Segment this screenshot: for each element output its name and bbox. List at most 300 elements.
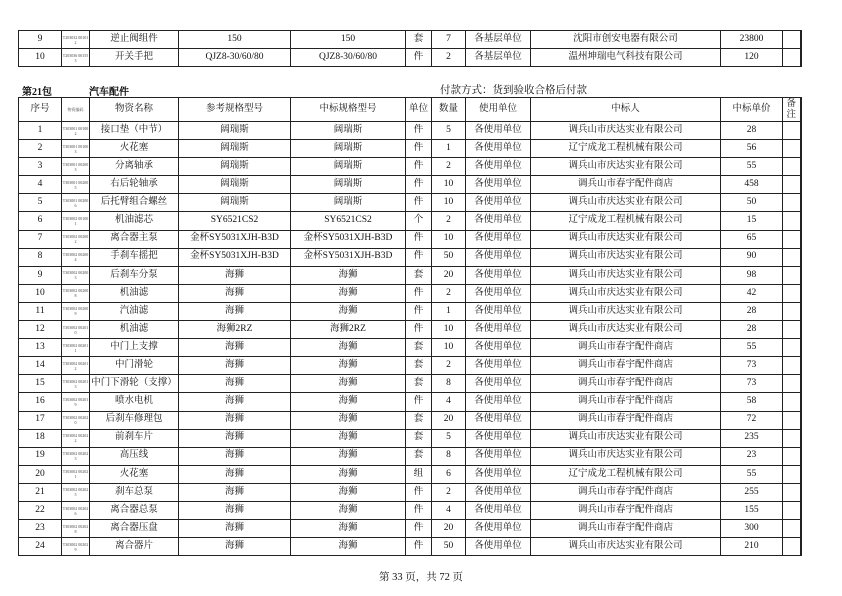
cell-note — [783, 158, 801, 176]
header-win-spec: 中标规格型号 — [291, 98, 406, 122]
cell-note — [783, 212, 801, 230]
cell-win: 海狮 — [291, 429, 406, 447]
cell-note — [783, 411, 801, 429]
cell-no: 9 — [19, 266, 62, 284]
cell-use: 各使用单位 — [466, 230, 531, 248]
cell-name: 汽油滤 — [90, 302, 179, 320]
cell-no: 9 — [19, 31, 62, 49]
cell-name: 离合器总泵 — [90, 501, 179, 519]
cell-no: 7 — [19, 230, 62, 248]
cell-win: 海狮 — [291, 483, 406, 501]
cell-code: T303002 002013 — [62, 375, 90, 393]
cell-unit: 件 — [406, 49, 432, 67]
cell-price: 90 — [721, 248, 783, 266]
cell-name: 中门下滑轮（支撑） — [90, 375, 179, 393]
cell-price: 42 — [721, 284, 783, 302]
cell-win: 海狮 — [291, 302, 406, 320]
cell-qty: 50 — [432, 248, 466, 266]
cell-vendor: 调兵山市春宇配件商店 — [531, 520, 721, 538]
table-row — [19, 266, 801, 284]
cell-price: 73 — [721, 357, 783, 375]
cell-use: 各使用单位 — [466, 375, 531, 393]
cell-unit: 件 — [406, 501, 432, 519]
cell-name: 火花塞 — [90, 140, 179, 158]
cell-note — [783, 465, 801, 483]
cell-vendor: 调兵山市庆达实业有限公司 — [531, 447, 721, 465]
cell-ref: 阔瑞斯 — [179, 122, 291, 140]
cell-name: 机油滤 — [90, 321, 179, 339]
cell-note — [783, 501, 801, 519]
header-name: 物资名称 — [90, 98, 179, 122]
cell-win: 阔瑞斯 — [291, 140, 406, 158]
cell-no: 6 — [19, 212, 62, 230]
cell-win: 金杯SY5031XJH-B3D — [291, 248, 406, 266]
cell-use: 各使用单位 — [466, 483, 531, 501]
cell-use: 各使用单位 — [466, 339, 531, 357]
cell-name: 前刹车片 — [90, 429, 179, 447]
cell-qty: 1 — [432, 302, 466, 320]
cell-name: 右后轮轴承 — [90, 176, 179, 194]
cell-code: T303002 002020 — [62, 411, 90, 429]
table-row — [19, 411, 801, 429]
cell-qty: 2 — [432, 158, 466, 176]
cell-note — [783, 194, 801, 212]
cell-qty: 10 — [432, 176, 466, 194]
cell-code: T303002 002011 — [62, 339, 90, 357]
cell-ref: QJZ8-30/60/80 — [179, 49, 291, 67]
cell-vendor: 调兵山市庆达实业有限公司 — [531, 194, 721, 212]
cell-win: 150 — [291, 31, 406, 49]
cell-vendor: 调兵山市庆达实业有限公司 — [531, 302, 721, 320]
cell-code: T303002 002019 — [62, 393, 90, 411]
cell-win: 海狮2RZ — [291, 321, 406, 339]
table-row — [19, 339, 801, 357]
cell-code: T303002 002028 — [62, 520, 90, 538]
table-row — [19, 302, 801, 320]
cell-name: 中门滑轮 — [90, 357, 179, 375]
cell-code: T303002 001001 — [62, 212, 90, 230]
cell-ref: 海狮 — [179, 411, 291, 429]
cell-qty: 10 — [432, 321, 466, 339]
cell-use: 各使用单位 — [466, 447, 531, 465]
cell-win: 海狮 — [291, 357, 406, 375]
header-price: 中标单价 — [721, 98, 783, 122]
cell-win: 金杯SY5031XJH-B3D — [291, 230, 406, 248]
cell-no: 18 — [19, 429, 62, 447]
cell-note — [783, 284, 801, 302]
cell-name: 离合器压盘 — [90, 520, 179, 538]
table-row — [19, 212, 801, 230]
cell-vendor: 调兵山市春宇配件商店 — [531, 357, 721, 375]
cell-qty: 5 — [432, 122, 466, 140]
cell-unit: 件 — [406, 230, 432, 248]
cell-no: 5 — [19, 194, 62, 212]
cell-ref: 海狮 — [179, 465, 291, 483]
cell-qty: 8 — [432, 447, 466, 465]
cell-no: 1 — [19, 122, 62, 140]
header-note: 备注 — [783, 98, 801, 122]
table-row — [19, 375, 801, 393]
cell-vendor: 调兵山市春宇配件商店 — [531, 483, 721, 501]
cell-use: 各使用单位 — [466, 194, 531, 212]
cell-use: 各使用单位 — [466, 465, 531, 483]
cell-qty: 4 — [432, 393, 466, 411]
cell-name: 喷水电机 — [90, 393, 179, 411]
cell-use: 各使用单位 — [466, 266, 531, 284]
cell-code: T203036 001553 — [62, 49, 90, 67]
cell-vendor: 调兵山市春宇配件商店 — [531, 393, 721, 411]
cell-vendor: 温州坤瑞电气科技有限公司 — [531, 49, 721, 67]
cell-ref: 海狮 — [179, 538, 291, 556]
cell-price: 23 — [721, 447, 783, 465]
cell-name: 离合器片 — [90, 538, 179, 556]
package-name: 汽车配件 — [89, 87, 129, 98]
table-row — [19, 483, 801, 501]
cell-qty: 20 — [432, 266, 466, 284]
cell-qty: 2 — [432, 357, 466, 375]
table-row — [19, 194, 801, 212]
cell-unit: 套 — [406, 411, 432, 429]
cell-ref: 阔瑞斯 — [179, 194, 291, 212]
cell-name: 后刹车修理包 — [90, 411, 179, 429]
cell-code: T303001 002003 — [62, 158, 90, 176]
cell-note — [783, 339, 801, 357]
cell-use: 各使用单位 — [466, 393, 531, 411]
page-footer: 第 33 页，共 72 页 — [379, 572, 463, 583]
cell-no: 14 — [19, 357, 62, 375]
cell-win: 阔瑞斯 — [291, 194, 406, 212]
cell-note — [783, 483, 801, 501]
cell-use: 各使用单位 — [466, 140, 531, 158]
cell-price: 50 — [721, 194, 783, 212]
cell-win: 海狮 — [291, 520, 406, 538]
cell-no: 20 — [19, 465, 62, 483]
cell-qty: 2 — [432, 212, 466, 230]
cell-win: 阔瑞斯 — [291, 158, 406, 176]
cell-use: 各使用单位 — [466, 501, 531, 519]
package-21-table — [18, 97, 802, 556]
cell-use: 各使用单位 — [466, 429, 531, 447]
cell-ref: 海狮 — [179, 520, 291, 538]
cell-unit: 件 — [406, 122, 432, 140]
cell-name: 离合器主泵 — [90, 230, 179, 248]
cell-unit: 件 — [406, 520, 432, 538]
cell-price: 58 — [721, 393, 783, 411]
cell-note — [783, 140, 801, 158]
cell-unit: 件 — [406, 194, 432, 212]
cell-price: 28 — [721, 302, 783, 320]
cell-note — [783, 302, 801, 320]
cell-note — [783, 393, 801, 411]
cell-name: 刹车总泵 — [90, 483, 179, 501]
cell-vendor: 调兵山市庆达实业有限公司 — [531, 321, 721, 339]
table-row — [19, 140, 801, 158]
cell-vendor: 调兵山市春宇配件商店 — [531, 375, 721, 393]
cell-unit: 件 — [406, 248, 432, 266]
cell-name: 接口垫（中节） — [90, 122, 179, 140]
payment-terms: 付款方式：货到验收合格后付款 — [440, 85, 587, 96]
cell-use: 各基层单位 — [466, 49, 531, 67]
cell-vendor: 调兵山市庆达实业有限公司 — [531, 284, 721, 302]
cell-unit: 套 — [406, 339, 432, 357]
cell-no: 2 — [19, 140, 62, 158]
cell-code: T303001 001002 — [62, 122, 90, 140]
cell-unit: 套 — [406, 266, 432, 284]
cell-ref: 阔瑞斯 — [179, 140, 291, 158]
cell-unit: 件 — [406, 302, 432, 320]
cell-no: 10 — [19, 284, 62, 302]
cell-unit: 套 — [406, 429, 432, 447]
table-row — [19, 501, 801, 519]
cell-no: 16 — [19, 393, 62, 411]
table-row — [19, 122, 801, 140]
cell-qty: 20 — [432, 520, 466, 538]
cell-vendor: 辽宁成龙工程机械有限公司 — [531, 465, 721, 483]
cell-win: 海狮 — [291, 393, 406, 411]
cell-ref: 海狮 — [179, 429, 291, 447]
cell-win: 海狮 — [291, 538, 406, 556]
cell-unit: 件 — [406, 393, 432, 411]
cell-win: QJZ8-30/60/80 — [291, 49, 406, 67]
cell-vendor: 辽宁成龙工程机械有限公司 — [531, 212, 721, 230]
table-row — [19, 429, 801, 447]
header-vendor: 中标人 — [531, 98, 721, 122]
cell-win: 海狮 — [291, 339, 406, 357]
cell-vendor: 调兵山市春宇配件商店 — [531, 176, 721, 194]
cell-note — [783, 176, 801, 194]
table-header-row — [19, 98, 801, 122]
cell-use: 各使用单位 — [466, 538, 531, 556]
cell-ref: 海狮 — [179, 302, 291, 320]
cell-no: 23 — [19, 520, 62, 538]
table-row — [19, 248, 801, 266]
cell-code: T303002 002012 — [62, 357, 90, 375]
cell-no: 3 — [19, 158, 62, 176]
cell-vendor: 调兵山市庆达实业有限公司 — [531, 429, 721, 447]
cell-name: 开关手把 — [90, 49, 179, 67]
table-row — [19, 158, 801, 176]
cell-price: 65 — [721, 230, 783, 248]
cell-price: 55 — [721, 339, 783, 357]
cell-price: 55 — [721, 158, 783, 176]
header-qty: 数量 — [432, 98, 466, 122]
cell-price: 28 — [721, 321, 783, 339]
cell-use: 各使用单位 — [466, 284, 531, 302]
cell-qty: 4 — [432, 501, 466, 519]
cell-code: T303002 002026 — [62, 501, 90, 519]
cell-use: 各使用单位 — [466, 212, 531, 230]
cell-no: 21 — [19, 483, 62, 501]
cell-vendor: 调兵山市庆达实业有限公司 — [531, 538, 721, 556]
cell-price: 55 — [721, 465, 783, 483]
cell-unit: 套 — [406, 31, 432, 49]
cell-code: T303002 002004 — [62, 248, 90, 266]
cell-ref: 海狮 — [179, 483, 291, 501]
table-row — [19, 31, 801, 49]
cell-win: 海狮 — [291, 284, 406, 302]
cell-use: 各使用单位 — [466, 411, 531, 429]
cell-note — [783, 248, 801, 266]
cell-ref: 阔瑞斯 — [179, 158, 291, 176]
cell-code: T303002 002025 — [62, 483, 90, 501]
cell-ref: SY6521CS2 — [179, 212, 291, 230]
header-no: 序号 — [19, 98, 62, 122]
cell-price: 98 — [721, 266, 783, 284]
cell-code: T203032 001012 — [62, 31, 90, 49]
cell-note — [783, 447, 801, 465]
cell-price: 23800 — [721, 31, 783, 49]
cell-win: 海狮 — [291, 501, 406, 519]
cell-name: 后刹车分泵 — [90, 266, 179, 284]
cell-no: 22 — [19, 501, 62, 519]
cell-no: 11 — [19, 302, 62, 320]
cell-ref: 海狮 — [179, 284, 291, 302]
cell-use: 各使用单位 — [466, 248, 531, 266]
cell-no: 8 — [19, 248, 62, 266]
cell-name: 火花塞 — [90, 465, 179, 483]
cell-ref: 海狮2RZ — [179, 321, 291, 339]
previous-package-table — [18, 30, 802, 67]
cell-use: 各使用单位 — [466, 158, 531, 176]
cell-no: 10 — [19, 49, 62, 67]
cell-note — [783, 230, 801, 248]
cell-no: 17 — [19, 411, 62, 429]
cell-price: 235 — [721, 429, 783, 447]
cell-vendor: 调兵山市庆达实业有限公司 — [531, 122, 721, 140]
cell-unit: 件 — [406, 321, 432, 339]
cell-ref: 150 — [179, 31, 291, 49]
cell-note — [783, 122, 801, 140]
cell-name: 中门上支撑 — [90, 339, 179, 357]
cell-win: 海狮 — [291, 266, 406, 284]
cell-unit: 件 — [406, 538, 432, 556]
cell-qty: 2 — [432, 284, 466, 302]
cell-unit: 件 — [406, 176, 432, 194]
cell-name: 手刹车摇把 — [90, 248, 179, 266]
cell-qty: 6 — [432, 465, 466, 483]
cell-use: 各使用单位 — [466, 302, 531, 320]
cell-note — [783, 520, 801, 538]
cell-win: 海狮 — [291, 447, 406, 465]
cell-qty: 7 — [432, 31, 466, 49]
cell-qty: 2 — [432, 49, 466, 67]
cell-unit: 套 — [406, 357, 432, 375]
cell-vendor: 调兵山市春宇配件商店 — [531, 501, 721, 519]
cell-ref: 金杯SY5031XJH-B3D — [179, 248, 291, 266]
cell-vendor: 调兵山市春宇配件商店 — [531, 339, 721, 357]
cell-code: T303001 002005 — [62, 176, 90, 194]
cell-note — [783, 266, 801, 284]
cell-qty: 5 — [432, 429, 466, 447]
cell-no: 19 — [19, 447, 62, 465]
cell-price: 155 — [721, 501, 783, 519]
table-row — [19, 284, 801, 302]
cell-ref: 海狮 — [179, 375, 291, 393]
cell-code: T303001 001003 — [62, 140, 90, 158]
cell-unit: 件 — [406, 140, 432, 158]
table-row — [19, 447, 801, 465]
cell-ref: 海狮 — [179, 501, 291, 519]
cell-price: 458 — [721, 176, 783, 194]
cell-qty: 10 — [432, 339, 466, 357]
header-ref-spec: 参考规格型号 — [179, 98, 291, 122]
cell-qty: 2 — [432, 483, 466, 501]
cell-ref: 海狮 — [179, 447, 291, 465]
cell-win: 海狮 — [291, 465, 406, 483]
cell-vendor: 调兵山市庆达实业有限公司 — [531, 266, 721, 284]
header-code: 物资编码 — [62, 98, 90, 122]
cell-use: 各基层单位 — [466, 31, 531, 49]
cell-name: 高压线 — [90, 447, 179, 465]
cell-no: 15 — [19, 375, 62, 393]
cell-note — [783, 321, 801, 339]
cell-no: 24 — [19, 538, 62, 556]
cell-win: 阔瑞斯 — [291, 176, 406, 194]
cell-note — [783, 375, 801, 393]
cell-use: 各使用单位 — [466, 520, 531, 538]
table-row — [19, 465, 801, 483]
cell-code: T303002 002029 — [62, 538, 90, 556]
cell-vendor: 调兵山市庆达实业有限公司 — [531, 158, 721, 176]
cell-code: T303002 002009 — [62, 302, 90, 320]
cell-note — [783, 49, 801, 67]
cell-name: 逆止阀组件 — [90, 31, 179, 49]
cell-price: 72 — [721, 411, 783, 429]
cell-ref: 海狮 — [179, 357, 291, 375]
cell-unit: 套 — [406, 447, 432, 465]
table-row — [19, 176, 801, 194]
cell-code: T303002 002002 — [62, 230, 90, 248]
cell-ref: 海狮 — [179, 266, 291, 284]
header-user: 使用单位 — [466, 98, 531, 122]
cell-vendor: 调兵山市庆达实业有限公司 — [531, 248, 721, 266]
cell-code: T303002 002023 — [62, 447, 90, 465]
cell-price: 300 — [721, 520, 783, 538]
cell-use: 各使用单位 — [466, 176, 531, 194]
package-number: 第21包 — [22, 87, 52, 98]
cell-note — [783, 429, 801, 447]
cell-name: 机油滤 — [90, 284, 179, 302]
cell-use: 各使用单位 — [466, 321, 531, 339]
cell-name: 机油滤芯 — [90, 212, 179, 230]
cell-use: 各使用单位 — [466, 122, 531, 140]
table-row — [19, 357, 801, 375]
cell-win: 海狮 — [291, 375, 406, 393]
table-row — [19, 520, 801, 538]
cell-unit: 件 — [406, 158, 432, 176]
cell-ref: 金杯SY5031XJH-B3D — [179, 230, 291, 248]
cell-price: 120 — [721, 49, 783, 67]
cell-price: 28 — [721, 122, 783, 140]
cell-vendor: 调兵山市庆达实业有限公司 — [531, 230, 721, 248]
cell-note — [783, 538, 801, 556]
cell-unit: 套 — [406, 375, 432, 393]
cell-code: T303002 002021 — [62, 465, 90, 483]
table-row — [19, 321, 801, 339]
cell-name: 分离轴承 — [90, 158, 179, 176]
table-row — [19, 49, 801, 67]
table-row — [19, 393, 801, 411]
cell-note — [783, 31, 801, 49]
cell-unit: 件 — [406, 284, 432, 302]
cell-code: T303002 002010 — [62, 321, 90, 339]
cell-vendor: 调兵山市春宇配件商店 — [531, 411, 721, 429]
cell-price: 210 — [721, 538, 783, 556]
cell-win: 海狮 — [291, 411, 406, 429]
cell-vendor: 沈阳市创安电器有限公司 — [531, 31, 721, 49]
cell-no: 4 — [19, 176, 62, 194]
cell-qty: 8 — [432, 375, 466, 393]
